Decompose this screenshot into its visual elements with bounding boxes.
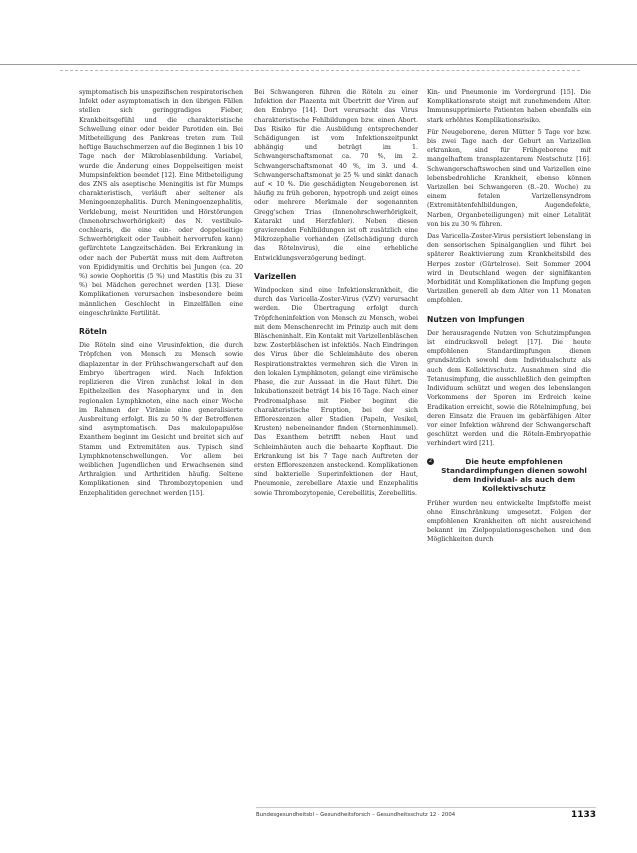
paragraph: Für Neugeborene, deren Mütter 5 Tage vor bzw. bis zwei Tage nach der Geburt an Varizellen erkranken, sind für Frühgeborene mit mangelhaftem transplazentarem Nestschutz [16]. Schwangerschaftswochen sind und Varizellen eine lebensbedrohliche Krankheit, ebenso können Varizellen bei Schwangeren (8.–20. Woche) zu einem fetalen Varizellensyndrom (Extremitätenfehlbildungen, Augendefekte, Narben, Organbeteiligungen) mit einer Letalität von bis zu 30 % führen.	[427, 128, 591, 228]
page-footer	[256, 807, 596, 822]
number-bullet-icon: 2	[428, 457, 433, 464]
top-rule	[0, 64, 637, 65]
paragraph: Kin- und Pneumonie im Vordergrund [15]. Die Komplikationsrate steigt mit zunehmendem Alter. Immunsupprimierte Patienten haben ebenfalls ein stark erhöhtes Komplikationsrisiko.	[427, 89, 591, 124]
key-statement-text: Die heute empfohlenen Standardimpfungen dienen sowohl dem Individual- als auch dem Kollektivschutz	[441, 456, 587, 493]
paragraph: Das Varicella-Zoster-Virus persistiert lebenslang in den sensorischen Spinalganglien und führt bei späterer Reaktivierung zum Krankheitsbild des Herpes zoster (Gürtelrose). Seit Sommer 2004 wird in Deutschland wegen der signifikanten Morbidität und Komplikationen die Impfung gegen Varizellen generell ab dem Alter von 11 Monaten empfohlen.	[427, 233, 591, 305]
paragraph: Windpocken sind eine Infektionskrankheit, die durch das Varicella-Zoster-Virus (VZV) verursacht werden. Die Übertragung erfolgt durch Tröpfcheninfektion von Mensch zu Mensch, wobei mit dem Menschenrecht im Prinzip auch mit dem Bläscheninhalt. Ein Kontakt mit Varizellenbläschen bzw. Zosterbläschen ist infektiös. Nach Eindringen des Virus über die Schleimhäute des oberen Respirationstraktes vermehren sich die Viren in den lokalen Lymphknoten, gelangt eine virämische Phase, die zur Aussaat in die Haut führt. Die Inkubationszeit beträgt 14 bis 16 Tage. Nach einer Prodromalphase mit Fieber beginnt die charakteristische Eruption, bei der sich Effloreszenzen aller Stadien (Papeln, Vesikel, Krusten) nebeneinander finden (Sternenhimmel). Das Exanthem betrifft neben Haut und Schleimhäuten auch die behaarte Kopfhaut. Die Erkrankung ist bis 7 Tage nach Auftreten der ersten Effloreszenzen ansteckend. Komplikationen sind bakterielle Superinfektionen der Haut, Pneumonie, zerebellare Ataxie und Enzephalitis sowie Thrombozytopenie, Cerebellitis, Zerebellitis.	[254, 287, 418, 497]
column-1	[79, 88, 243, 501]
paragraph: symptomatisch bis unspezifischen respiratorischen Infekt oder asymptomatisch in den übrigen Fällen stellen sich geringgradiges Fieber, Krankheitsgefühl und die charakteristische Schwellung einer oder beider Parotiden ein. Bei Mitbeteiligung des Pankreas treten zum Teil heftige Bauchschmerzen auf die Beginnen 1 bis 10 Tage nach der Mikroblasenbildung. Variabel, wurde die Änderung eines Doppelseitigen meist Mumpsinfektion beendet [12]. Eine Mitbeteiligung des ZNS als aseptische Meningitis ist für Mumps charakteristisch, verläuft aber seltener als Meningoenzephalitis. Durch Meningoenzephalitis, Verklebung, meist Neuritiden und Hörstörungen (Innenohrschwerhörigkeit) des N. vestibulo-cochlearis, die eine ein- oder doppelseitige Schwerhörigkeit oder Taubheit hervorrufen kann) gefürchtete Langzeitschäden. Bei Erkrankung in oder nach der Pubertät muss mit dem Auftreten von Epididymitis und Orchitis bei Jungen (ca. 20 %) sowie Oophoritis (5 %) und Mastitis (bis zu 31 %) bei Mädchen gerechnet werden [13]. Diese Komplikationen verursachen insbesondere beim männlichen Geschlecht in Einzelfällen eine eingeschränkte Fertilität.	[79, 89, 243, 317]
section-heading-roeteln: Röteln	[79, 327, 107, 337]
paragraph: Früher wurden neu entwickelte Impfstoffe meist ohne Einschränkung umgesetzt. Folgen der empfohlenen Krankheiten oft nicht ausreichend bekannt im Zielpopulationsgeschehen und den Möglichkeiten durch	[427, 499, 591, 544]
column-2	[254, 88, 418, 501]
paragraph: Bei Schwangeren führen die Röteln zu einer Infektion der Plazenta mit Übertritt der Viren auf den Embryo [14]. Dort verursacht das Virus charakteristische Fehlbildungen bzw. einen Abort. Das Risiko für die Ausbildung entsprechender Schädigungen ist vom Infektionszeitpunkt abhängig und beträgt im 1. Schwangerschaftsmonat ca. 70 %, im 2. Schwangerschaftsmonat 40 %, im 3. und 4. Schwangerschaftsmonat je 25 % und sinkt danach auf < 10 %. Die geschädigten Neugeborenen ist häufig zu früh geboren, hypotroph und zeigt eines oder mehrere Merkmale der sogenannten Gregg'schen Trias (Innenohrschwerhörigkeit, Katarakt und Herzfehler). Neben diesen gravierenden Fehlbildungen ist oft zusätzlich eine Mikrozephalie vorhanden (Zellschädigung durch das Rötelnvirus), die eine erhebliche Entwicklungsverzögerung bedingt.	[254, 89, 418, 262]
page-number: 1133	[570, 810, 596, 820]
paragraph: Die Röteln sind eine Virusinfektion, die durch Tröpfchen von Mensch zu Mensch sowie diaplazentar in der Frühschwangerschaft auf den Embryo übertragen wird. Nach Infektion replizieren die Viren zunächst lokal in den Epithelzellen des Nasopharynx und in den regionalen Lymphknoten, eine nach einer Woche im Rahmen der Virämie eine generalisierte Ausbreitung erfolgt. Bis zu 50 % der Betroffenen sind asymptomatisch. Das makulopapulöse Exanthem beginnt im Gesicht und breitet sich auf Stamm und Extremitäten aus. Typisch sind Lymphknotenschwellungen. Vor allem bei weiblichen Jugendlichen und Erwachsenen sind Arthralgien und Arthritiden häufig. Seltene Komplikationen sind Thrombozytopenien und Enzephalitiden gerechnet werden [15].	[79, 342, 243, 497]
section-heading-nutzen: Nutzen von Impfungen	[427, 314, 525, 324]
column-3	[427, 88, 591, 548]
top-dashed-rule	[60, 70, 580, 71]
section-heading-varizellen: Varizellen	[254, 271, 297, 281]
key-statement-box	[427, 457, 591, 493]
paragraph: Der herausragende Nutzen von Schutzimpfungen ist eindrucksvoll belegt [17]. Die heute empfohlenen Standardimpfungen dienen grundsätzlich sowohl dem Individualschutz als auch dem Kollektivschutz. Ausnahmen sind die Tetanusimpfung, die ausschließlich den geimpften Individuum schützt und wegen des lebenslangen Vorkommens der Sporen im Erdreich keine Eradikation erreicht, sowie die Rötelnimpfung, bei deren Einsatz die Frauen im gebärfähigen Alter vor einer Infektion während der Schwangerschaft geschützt werden und die Röteln-Embryopathie verhindert wird [21].	[427, 329, 591, 448]
journal-citation: Bundesgesundheitsbl – Gesundheitsforsch – Gesundheitsschutz 12 · 2004	[256, 812, 456, 818]
